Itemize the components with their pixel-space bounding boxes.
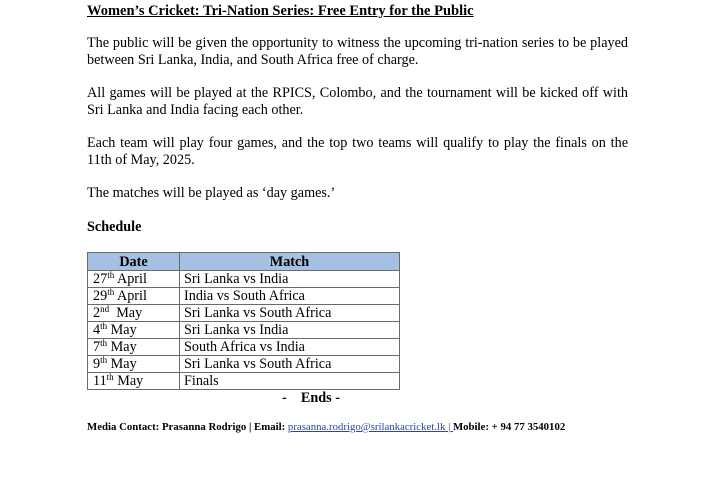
- contact-separator: |: [246, 421, 255, 433]
- match-fixture: Finals: [180, 373, 400, 390]
- match-date: [88, 373, 180, 390]
- ends-marker: - Ends -: [282, 390, 340, 406]
- paragraph-venue: All games will be played at the RPICS, Colombo, and the tournament will be kicked off with Sri Lanka and India facing each other.: [87, 85, 628, 118]
- column-header-date: Date: [88, 253, 180, 271]
- table-row: [88, 288, 400, 305]
- date-day: 27: [93, 271, 108, 287]
- date-day: 9: [93, 356, 101, 372]
- match-fixture: Sri Lanka vs India: [180, 271, 400, 288]
- email-link-tail: |: [445, 421, 453, 433]
- match-fixture: Sri Lanka vs South Africa: [180, 356, 400, 373]
- table-row: [88, 271, 400, 288]
- date-ordinal-suffix: th: [100, 355, 108, 365]
- match-fixture: South Africa vs India: [180, 339, 400, 356]
- email-label: Email:: [254, 421, 288, 433]
- date-month: April: [114, 271, 147, 287]
- schedule-header-row: [88, 253, 400, 271]
- date-ordinal-suffix: th: [106, 372, 114, 382]
- date-month: May: [107, 322, 137, 338]
- match-date: [88, 322, 180, 339]
- email-link[interactable]: [288, 421, 453, 433]
- schedule-heading: Schedule: [87, 219, 142, 235]
- date-day: 4: [93, 322, 101, 338]
- date-day: 2: [93, 305, 101, 321]
- date-ordinal-suffix: th: [107, 270, 115, 280]
- media-contact-name: Media Contact: Prasanna Rodrigo: [87, 421, 247, 433]
- date-month: April: [114, 288, 147, 304]
- media-contact: [87, 421, 565, 433]
- date-ordinal-suffix: nd: [100, 304, 110, 314]
- date-ordinal-suffix: th: [100, 321, 108, 331]
- table-row: [88, 339, 400, 356]
- match-date: [88, 288, 180, 305]
- date-ordinal-suffix: th: [107, 287, 115, 297]
- mobile-number: Mobile: + 94 77 3540102: [452, 421, 566, 433]
- table-row: [88, 373, 400, 390]
- date-day: 11: [93, 373, 107, 389]
- document-title: Women’s Cricket: Tri-Nation Series: Free Entry for the Public: [87, 3, 474, 19]
- match-date: [88, 339, 180, 356]
- date-ordinal-suffix: th: [100, 338, 108, 348]
- match-date: [88, 305, 180, 322]
- date-day: 7: [93, 339, 101, 355]
- paragraph-day-games: The matches will be played as ‘day games.’: [87, 185, 336, 201]
- schedule-body: [88, 271, 400, 390]
- date-month: May: [109, 305, 143, 321]
- date-month: May: [113, 373, 144, 389]
- schedule-table: [87, 252, 400, 390]
- match-date: [88, 271, 180, 288]
- paragraph-format: Each team will play four games, and the top two teams will qualify to play the finals on the 11th of May, 2025.: [87, 135, 628, 168]
- email-address: prasanna.rodrigo@srilankacricket.lk: [287, 421, 446, 433]
- table-row: [88, 356, 400, 373]
- table-row: [88, 322, 400, 339]
- paragraph-intro: The public will be given the opportunity to witness the upcoming tri-nation series to be played between Sri Lanka, India, and South Africa free of charge.: [87, 35, 628, 68]
- column-header-match: Match: [180, 253, 400, 271]
- table-row: [88, 305, 400, 322]
- match-fixture: Sri Lanka vs India: [180, 322, 400, 339]
- date-month: May: [107, 339, 137, 355]
- date-month: May: [107, 356, 137, 372]
- match-date: [88, 356, 180, 373]
- match-fixture: Sri Lanka vs South Africa: [180, 305, 400, 322]
- match-fixture: India vs South Africa: [180, 288, 400, 305]
- date-day: 29: [93, 288, 108, 304]
